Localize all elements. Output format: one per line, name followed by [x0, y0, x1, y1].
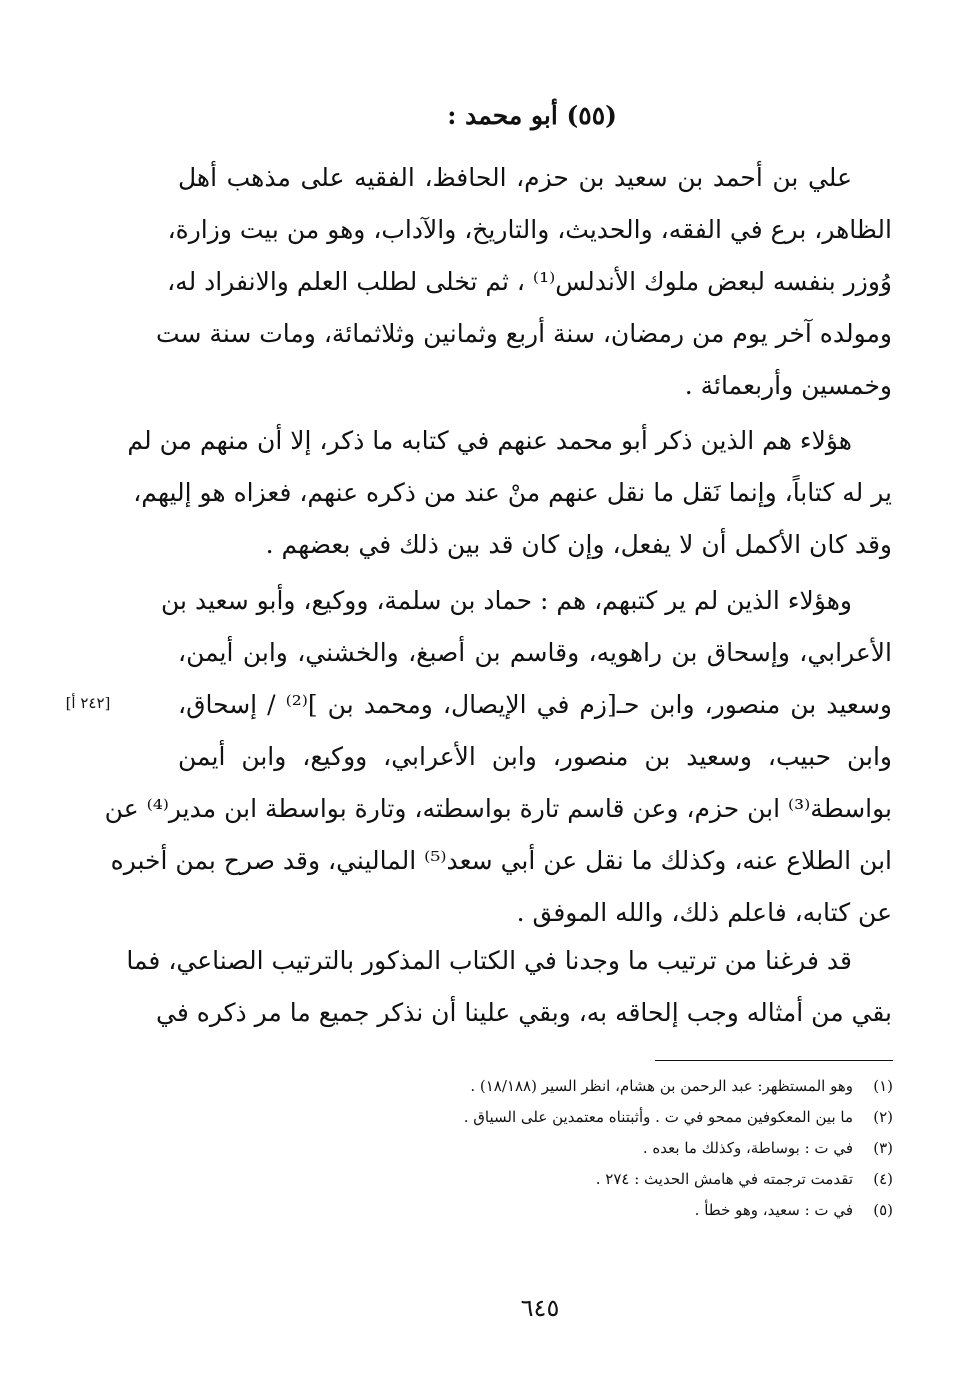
paragraph-line: عن كتابه، فاعلم ذلك، والله الموفق .	[516, 898, 892, 927]
footnote-number: (٢)	[873, 1108, 893, 1126]
paragraph-line: علي بن أحمد بن سعيد بن حزم، الحافظ، الفقيه على مذهب أهل	[178, 163, 852, 192]
footnote-divider	[655, 1060, 893, 1061]
footnote	[300, 1102, 893, 1133]
paragraph-line: وقد كان الأكمل أن لا يفعل، وإن كان قد بين ذلك في بعضهم .	[265, 530, 892, 559]
paragraph-line: وسعيد بن منصور، وابن حـ[زم في الإيصال، ومحمد بن ]⁽²⁾ / إسحاق،	[178, 690, 893, 719]
paragraph-line: الأعرابي، وإسحاق بن راهويه، وقاسم بن أصبغ، والخشني، وابن أيمن،	[178, 638, 892, 667]
paragraph-conclusion	[126, 935, 892, 1039]
paragraph-line: ومولده آخر يوم من رمضان، سنة أربع وثمانين وثلاثمائة، ومات سنة ست	[155, 319, 892, 348]
footnote-text: تقدمت ترجمته في هامش الحديث : ٢٧٤ .	[595, 1170, 853, 1188]
paragraph-line: هؤلاء هم الذين ذكر أبو محمد عنهم في كتابه ما ذكر، إلا أن منهم من لم	[127, 426, 852, 455]
footnote-number: (١)	[873, 1077, 893, 1095]
footnote-text: في ت : بوساطة، وكذلك ما بعده .	[642, 1139, 853, 1157]
paragraph-line: بواسطة⁽³⁾ ابن حزم، وعن قاسم تارة بواسطته، وتارة بواسطة ابن مدير⁽⁴⁾ عن	[104, 794, 892, 823]
paragraph-line: قد فرغنا من ترتيب ما وجدنا في الكتاب المذكور بالترتيب الصناعي، فما	[126, 946, 852, 975]
paragraph-biography	[155, 152, 892, 412]
footnote	[300, 1071, 893, 1102]
footnote-number: (٤)	[873, 1170, 893, 1188]
section-heading: (٥٥) أبو محمد :	[447, 101, 617, 130]
paragraph-line: وخمسين وأربعمائة .	[684, 371, 892, 400]
footnote-text: في ت : سعيد، وهو خطأ .	[694, 1201, 853, 1219]
paragraph-line: وُوزر بنفسه لبعض ملوك الأندلس⁽¹⁾ ، ثم تخلى لطلب العلم والانفراد له،	[167, 267, 892, 296]
footnote	[300, 1133, 893, 1164]
paragraph-line: وهؤلاء الذين لم ير كتبهم، هم : حماد بن سلمة، ووكيع، وأبو سعيد بن	[161, 586, 852, 615]
footnote-number: (٥)	[873, 1201, 893, 1219]
paragraph-explanation	[127, 415, 892, 571]
paragraph-line: بقي من أمثاله وجب إلحاقه به، وبقي علينا أن نذكر جميع ما مر ذكره في	[156, 998, 892, 1027]
paragraph-line: ير له كتاباً، وإنما نَقل ما نقل عنهم منْ عند من ذكره عنهم، فعزاه هو إليهم،	[133, 478, 892, 507]
page-number: ٦٤٥	[520, 1294, 560, 1322]
paragraph-unseen-books	[104, 575, 893, 939]
paragraph-line: وابن حبيب، وسعيد بن منصور، وابن الأعرابي، ووكيع، وابن أيمن	[178, 742, 892, 771]
footnotes	[300, 1071, 893, 1226]
footnote-text: ما بين المعكوفين ممحو في ت . وأثبتناه معتمدين على السياق .	[463, 1108, 853, 1126]
footnote-text: وهو المستظهر: عبد الرحمن بن هشام، انظر السير (١٨/١٨٨) .	[470, 1077, 853, 1095]
manuscript-folio-marker: [٢٤٢ أ]	[65, 694, 111, 712]
footnote	[300, 1195, 893, 1226]
paragraph-line: ابن الطلاع عنه، وكذلك ما نقل عن أبي سعد⁽⁵⁾ الماليني، وقد صرح بمن أخبره	[110, 846, 892, 875]
paragraph-line: الظاهر، برع في الفقه، والحديث، والتاريخ، والآداب، وهو من بيت وزارة،	[167, 215, 892, 244]
footnote-number: (٣)	[873, 1139, 893, 1157]
footnote	[300, 1164, 893, 1195]
